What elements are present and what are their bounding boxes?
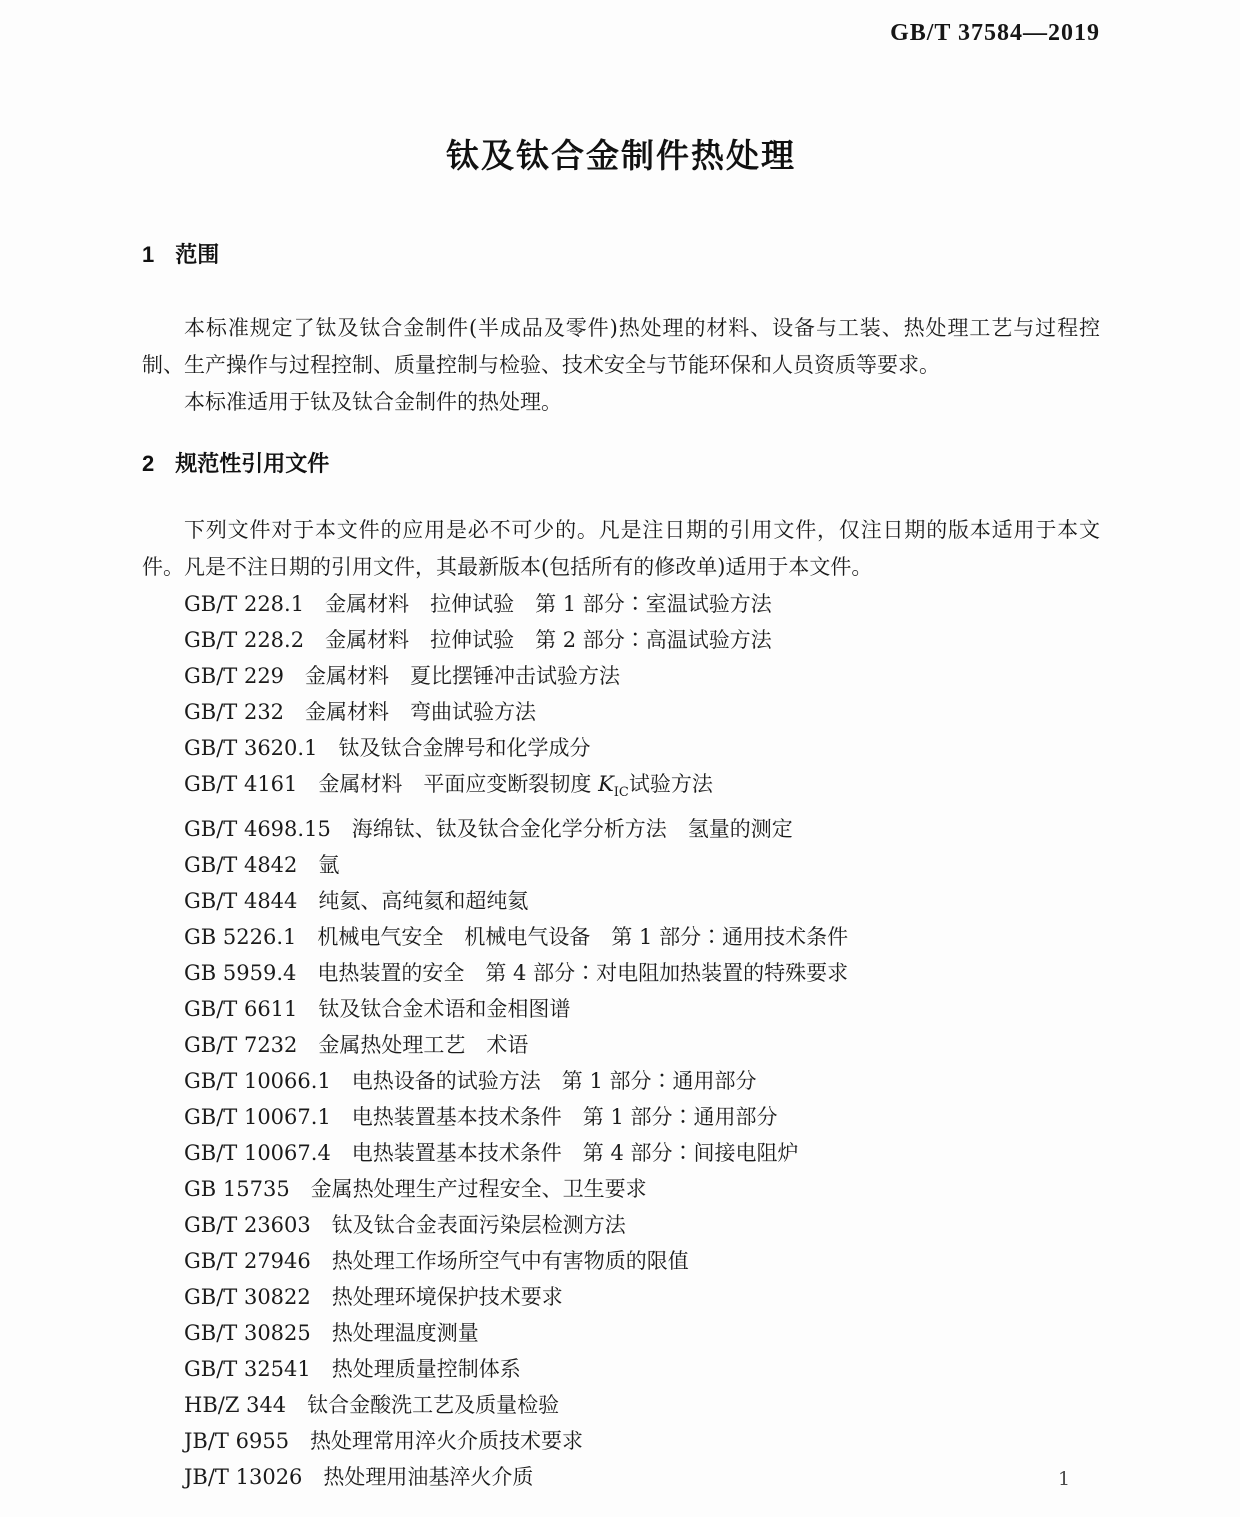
section-1-title: 范围 (175, 242, 220, 267)
reference-text: 试验方法 (628, 772, 713, 796)
reference-item: GB/T 232 金属材料 弯曲试验方法 (184, 700, 537, 724)
reference-item: GB/T 4698.15 海绵钛、钛及钛合金化学分析方法 氢量的测定 (184, 817, 793, 842)
standard-code: GB/T 37584—2019 (890, 20, 1100, 46)
scope-paragraph-1: 本标准规定了钛及钛合金制件(半成品及零件)热处理的材料、设备与工装、热处理工艺与过程控制、生产操作与过程控制、质量控制与检验、技术安全与节能环保和人员资质等要求。 (142, 316, 1100, 377)
reference-item: JB/T 13026 热处理用油基淬火介质 (184, 1465, 534, 1490)
reference-item: GB/T 3620.1 钛及钛合金牌号和化学成分 (184, 736, 591, 760)
reference-text: GB/T 4161 金属材料 平面应变断裂韧度 (184, 772, 599, 796)
section-1-number: 1 (142, 242, 155, 267)
reference-item: GB/T 6611 钛及钛合金术语和金相图谱 (184, 997, 571, 1022)
section-2-heading (142, 451, 1100, 477)
reference-item: GB/T 30825 热处理温度测量 (184, 1321, 479, 1346)
section-1-heading (142, 242, 1100, 268)
reference-item: GB/T 23603 钛及钛合金表面污染层检测方法 (184, 1213, 626, 1238)
reference-item-kic (184, 766, 1100, 811)
normative-references-list (142, 586, 1100, 1495)
scope-paragraph-2: 本标准适用于钛及钛合金制件的热处理。 (184, 390, 562, 414)
page-number: 1 (1058, 1468, 1071, 1490)
reference-item: GB 5959.4 电热装置的安全 第 4 部分∶对电阻加热装置的特殊要求 (184, 961, 849, 986)
reference-item: GB/T 10067.4 电热装置基本技术条件 第 4 部分∶间接电阻炉 (184, 1141, 799, 1166)
reference-item: GB/T 7232 金属热处理工艺 术语 (184, 1033, 529, 1058)
reference-item: GB 15735 金属热处理生产过程安全、卫生要求 (184, 1177, 647, 1202)
reference-item: GB/T 10066.1 电热设备的试验方法 第 1 部分∶通用部分 (184, 1069, 757, 1094)
section-2-title: 规范性引用文件 (175, 451, 330, 476)
k-subscript: IC (613, 785, 629, 801)
document-title: 钛及钛合金制件热处理 (446, 137, 796, 174)
reference-item: GB/T 228.1 金属材料 拉伸试验 第 1 部分∶室温试验方法 (184, 592, 772, 616)
reference-item: GB/T 10067.1 电热装置基本技术条件 第 1 部分∶通用部分 (184, 1105, 778, 1130)
reference-item: GB/T 4844 纯氦、高纯氦和超纯氦 (184, 889, 529, 914)
reference-item: GB/T 4842 氩 (184, 853, 340, 878)
reference-item: GB/T 228.2 金属材料 拉伸试验 第 2 部分∶高温试验方法 (184, 628, 772, 652)
reference-item: GB 5226.1 机械电气安全 机械电气设备 第 1 部分∶通用技术条件 (184, 925, 849, 950)
reference-item: JB/T 6955 热处理常用淬火介质技术要求 (184, 1429, 584, 1454)
section-2-number: 2 (142, 451, 155, 476)
fracture-toughness-k-symbol: K (598, 772, 614, 796)
reference-item: GB/T 32541 热处理质量控制体系 (184, 1357, 521, 1382)
reference-item: GB/T 27946 热处理工作场所空气中有害物质的限值 (184, 1249, 689, 1274)
reference-item: GB/T 229 金属材料 夏比摆锤冲击试验方法 (184, 664, 621, 688)
reference-item: HB/Z 344 钛合金酸洗工艺及质量检验 (184, 1393, 560, 1418)
reference-item: GB/T 30822 热处理环境保护技术要求 (184, 1285, 563, 1310)
references-intro-paragraph: 下列文件对于本文件的应用是必不可少的。凡是注日期的引用文件，仅注日期的版本适用于本文件。凡是不注日期的引用文件，其最新版本(包括所有的修改单)适用于本文件。 (142, 518, 1100, 579)
